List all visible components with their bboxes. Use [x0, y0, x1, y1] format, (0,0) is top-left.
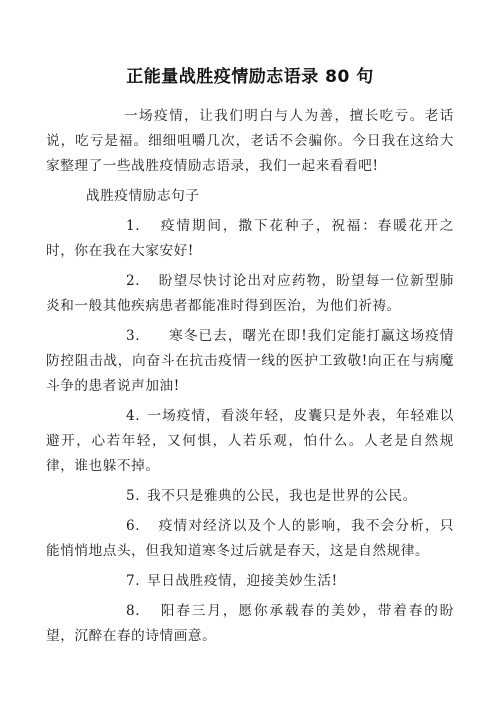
list-item: [46, 404, 454, 479]
list-item-text: 阳春三月，愿你承载春的美妙，带着春的盼望，沉醉在春的诗情画意。: [46, 603, 454, 644]
list-item-text: 疫情期间，撒下花种子，祝福：春暖花开之时，你在我在大家安好!: [46, 218, 454, 259]
list-item-text: 早日战胜疫情，迎接美妙生活!: [142, 573, 338, 589]
list-item-number: 4.: [126, 408, 141, 424]
list-item: [46, 214, 454, 264]
list-item-text: 一场疫情，看淡年轻，皮囊只是外表，年轻难以避开，心若年轻，又何惧，人若乐观，怕什么。人老是自然规律，谁也躲不掉。: [46, 408, 454, 474]
intro-paragraph: 一场疫情，让我们明白与人为善，擅长吃亏。老话说，吃亏是福。细细咀嚼几次，老话不会骗你。今日我在这给大家整理了一些战胜疫情励志语录，我们一起来看看吧!: [46, 108, 454, 174]
list-item-number: 1.: [126, 218, 141, 234]
list-item: [46, 269, 454, 319]
page-title: 正能量战胜疫情励志语录 80 句: [126, 67, 374, 87]
list-item-text: 寒冬已去，曙光在即!我们定能打赢这场疫情防控阻击战，向奋斗在抗击疫情一线的医护工致敬!向正在与病魔斗争的患者说声加油!: [46, 328, 454, 394]
list-item-number: 7.: [126, 573, 141, 589]
list-item-text: 疫情对经济以及个人的影响，我不会分析，只能悄悄地点头，但我知道寒冬过后就是春天，这是自然规律。: [46, 518, 454, 559]
list-item-number: 6.: [126, 518, 141, 534]
list-item-number: 2.: [126, 273, 141, 289]
list-item-text: 我不只是雅典的公民，我也是世界的公民。: [142, 488, 417, 504]
list-item: [46, 599, 454, 649]
list-item-number: 8.: [126, 603, 141, 619]
section-heading: 战胜疫情励志句子: [86, 188, 200, 204]
list-item-text: 盼望尽快讨论出对应药物，盼望每一位新型肺炎和一般其他疾病患者都能准时得到医治，为他们祈祷。: [46, 273, 454, 314]
list-item: [46, 484, 454, 509]
list-item: [46, 324, 454, 399]
list-item-number: 3.: [126, 328, 141, 344]
list-item: [46, 569, 454, 594]
list-item: [46, 514, 454, 564]
list-item-number: 5.: [126, 488, 141, 504]
